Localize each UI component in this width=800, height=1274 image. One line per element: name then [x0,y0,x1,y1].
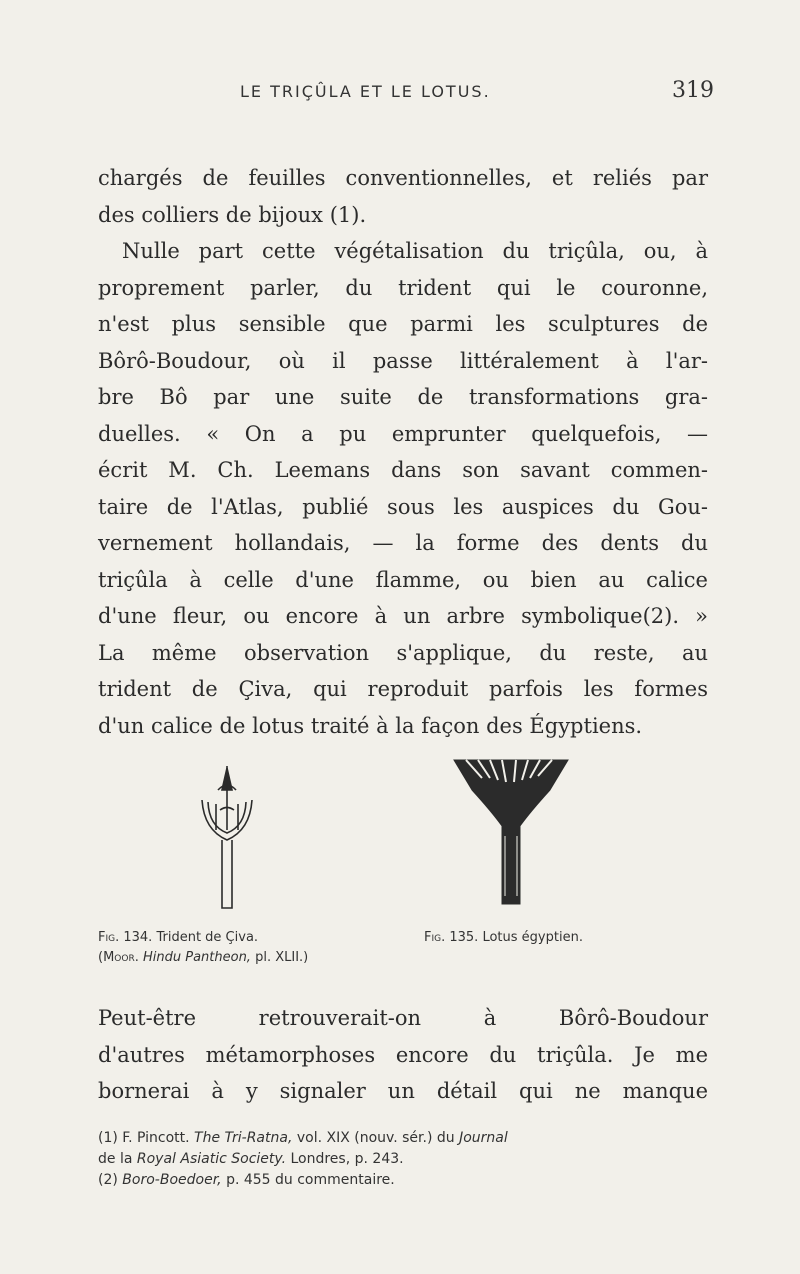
text-line: trident de Çiva, qui reproduit parfois les formes [98,677,708,701]
page-number: 319 [672,78,714,103]
page-header [0,78,800,106]
footnote-prefix: de la [98,1151,133,1167]
text-line: vernement hollandais, — la forme des dents du [98,531,708,555]
fig135-caption [424,928,583,948]
footnotes [98,1128,710,1191]
text-line: Peut-être retrouverait-on à Bôrô-Boudour [98,1006,708,1030]
footnote-society: Royal Asiatic Society. [136,1151,287,1167]
figures-area [0,750,800,990]
fig134-caption [98,928,308,968]
atlas-line: taire de l'Atlas, publié sous les auspices du Gou- [98,494,708,519]
text-line [98,489,708,526]
fig134-title: Trident de Çiva. [156,930,259,945]
footnote-mark: (1) [98,1130,118,1146]
text-line: d'une fleur, ou encore à un arbre symbolique(2). » [98,604,708,628]
running-title: LE TRIÇÛLA ET LE LOTUS. [240,82,491,101]
fig134-label: Fig. 134. [98,930,153,945]
text-line: proprement parler, du trident qui le couronne, [98,275,708,300]
text-line: bornerai à y signaler un détail qui ne manque [98,1079,708,1103]
text-line: d'autres métamorphoses encore du triçûla. Je me [98,1042,708,1067]
trident-figure [182,760,272,920]
text-line: bre Bô par une suite de transformations gra- [98,385,708,409]
fig134-plate: pl. XLII.) [255,950,309,965]
fig134-author: (Moor. [98,950,139,965]
footnote-detail: p. 455 du commentaire. [226,1172,395,1188]
fig135-title: Lotus égyptien. [482,930,583,945]
text-line: La même observation s'applique, du reste, au [98,640,708,665]
text-line: duelles. « On a pu emprunter quelquefois, — [98,421,708,446]
text-line: chargés de feuilles conventionnelles, et reliés par [98,166,708,190]
footnote-detail: vol. XIX (nouv. sér.) du [296,1130,455,1146]
fig135-label: Fig. 135. [424,930,479,945]
fig134-source-title: Hindu Pantheon, [142,950,251,965]
footnote-mark: (2) [98,1172,118,1188]
paragraph-2 [98,1000,708,1110]
text-line: écrit M. Ch. Leemans dans son savant commen- [98,458,708,482]
text-line: Nulle part cette végétalisation du triçûla, ou, à [122,239,708,263]
footnote-title: The Tri-Ratna, [194,1130,293,1146]
footnote-suffix: Londres, p. 243. [290,1151,404,1167]
lotus-figure [446,756,576,924]
paragraph-1 [98,160,708,744]
text-line: Bôrô-Boudour, où il passe littéralement à l'ar- [98,348,708,373]
text-line: n'est plus sensible que parmi les sculptures de [98,312,708,336]
footnote-2 [98,1170,710,1191]
footnote-title: Boro-Boedoer, [122,1172,222,1188]
footnote-1-cont [98,1149,710,1170]
text-line: des colliers de bijoux (1). [98,202,367,227]
footnote-journal: Journal [459,1130,508,1146]
footnote-1 [98,1128,710,1149]
text-line: d'un calice de lotus traité à la façon des Égyptiens. [98,713,643,738]
footnote-author: F. Pincott. [122,1130,190,1146]
text-line: triçûla à celle d'une flamme, ou bien au calice [98,567,708,592]
